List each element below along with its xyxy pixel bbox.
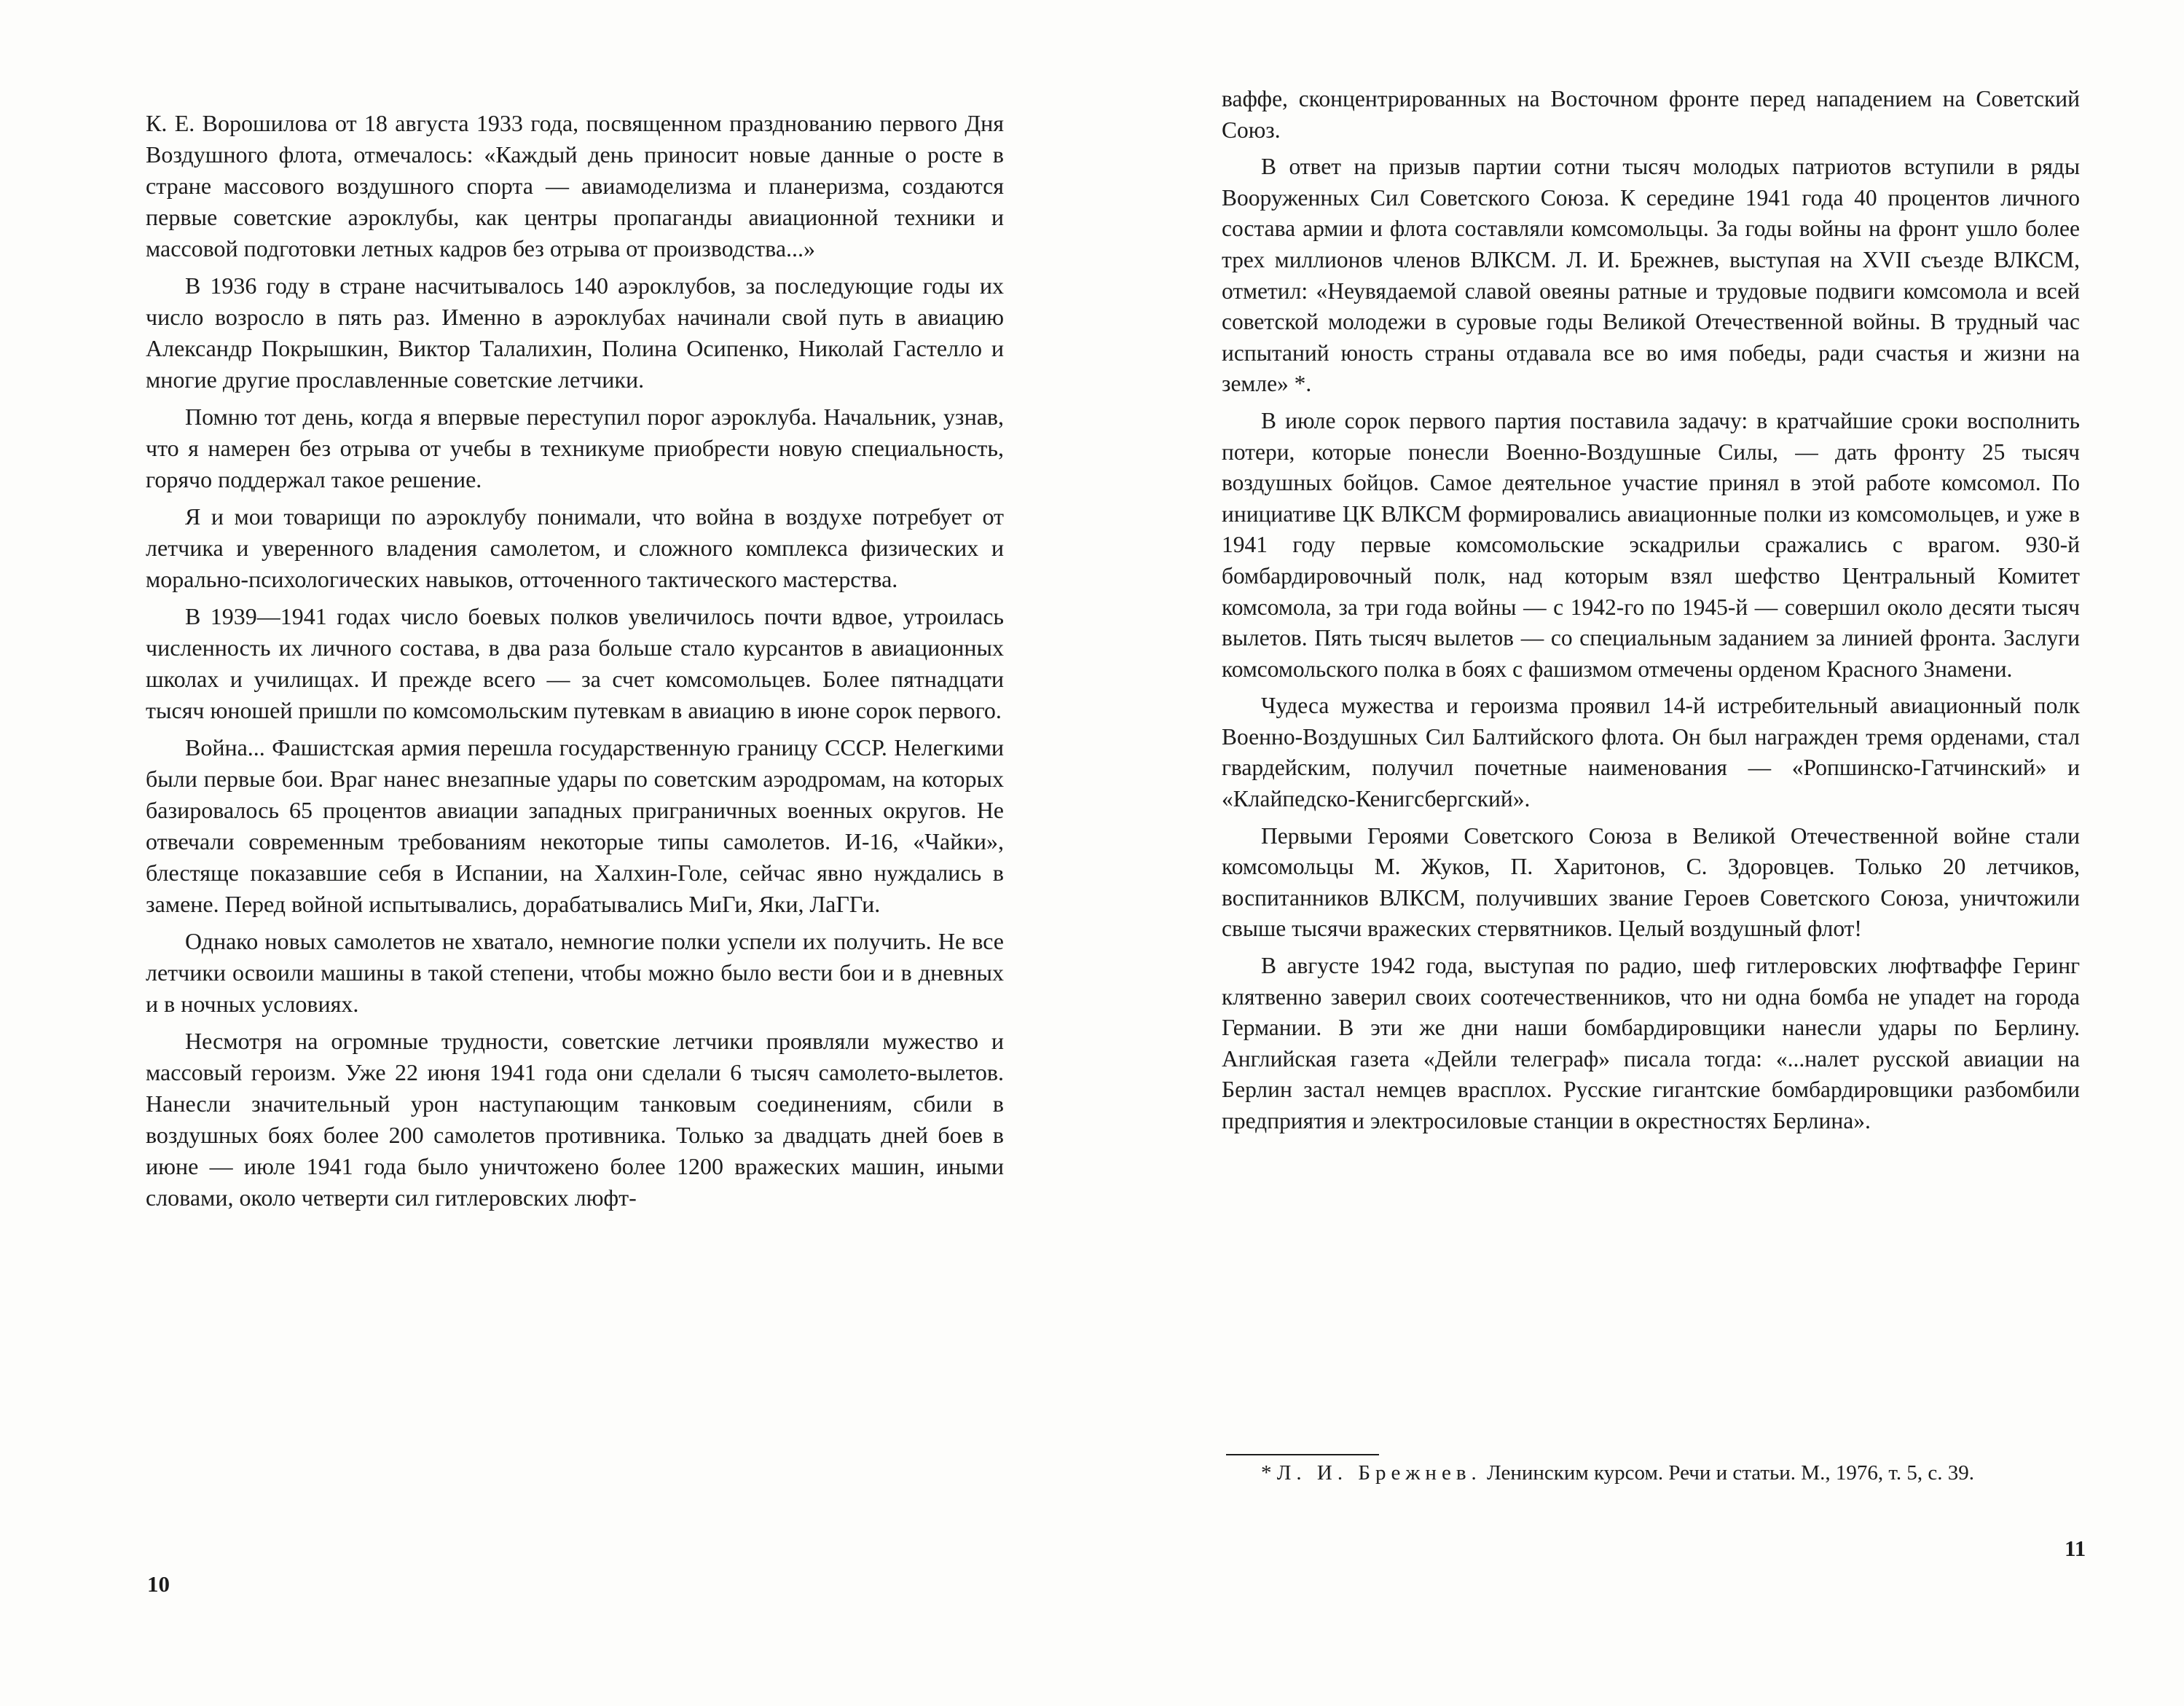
paragraph: Однако новых самолетов не хватало, немногие полки успели их получить. Не все летчики освоили машины в такой степени, чтобы можно было вести бои и в дневных и в ночных условиях.	[146, 928, 1004, 1017]
paragraph: ваффе, сконцентрированных на Восточном фронте перед нападением на Советский Союз.	[1222, 86, 2080, 143]
page-number-right: 11	[2065, 1536, 2086, 1561]
paragraph: Чудеса мужества и героизма проявил 14-й истребительный авиационный полк Военно-Воздушных Сил Балтийского флота. Он был награжден тремя орденами, стал гвардейским, получил почетные наименования — «Ропшинско-Гатчинский» и «Клайпедско-Кенигсбергский».	[1222, 693, 2080, 812]
paragraph: Помню тот день, когда я впервые переступил порог аэроклуба. Начальник, узнав, что я намерен без отрыва от учебы в техникуме приобрести новую специальность, горячо поддержал такое решение.	[146, 404, 1004, 492]
footnote-rule	[1226, 1454, 1379, 1455]
paragraph: В 1939—1941 годах число боевых полков увеличилось почти вдвое, утроилась численность их личного состава, в два раза больше стало курсантов в авиационных школах и училищах. И прежде всего — за счет комсомольцев. Более пятнадцати тысяч юношей пришли по комсомольским путевкам в авиацию в июне сорок первого.	[146, 603, 1004, 723]
paragraph: Первыми Героями Советского Союза в Великой Отечественной войне стали комсомольцы М. Жуков, П. Харитонов, С. Здоровцев. Только 20 летчиков, воспитанников ВЛКСМ, получивших звание Героев Советского Союза, уничтожили свыше тысячи вражеских стервятников. Целый воздушный флот!	[1222, 822, 2080, 942]
left-text-column	[146, 108, 1004, 1214]
paragraph: В ответ на призыв партии сотни тысяч молодых патриотов вступили в ряды Вооруженных Сил Советского Союза. К середине 1941 года 40 процентов личного состава армии и флота составляли комсомольцы. За годы войны на фронт ушло более трех миллионов членов ВЛКСМ. Л. И. Брежнев, выступая на XVII съезде ВЛКСМ, отметил: «Неувядаемой славой овеяны ратные и трудовые подвиги комсомола и всей советской молодежи в суровые годы Великой Отечественной войны. В трудный час испытаний юность страны отдавала все во имя победы, ради счастья и жизни на земле» *.	[1222, 154, 2080, 397]
footnote-text	[1222, 1458, 2080, 1487]
footnote	[1222, 1454, 2080, 1487]
right-page	[1092, 0, 2184, 1706]
footnote-marker: *	[1261, 1461, 1272, 1485]
paragraph: Несмотря на огромные трудности, советские летчики проявляли мужество и массовый героизм. Уже 22 июня 1941 года они сделали 6 тысяч самолето-вылетов. Нанесли значительный урон наступающим танковым соединениям, сбили в воздушных боях более 200 самолетов противника. Только за двадцать дней боев в июне — июле 1941 года было уничтожено более 1200 вражеских машин, иными словами, около четверти сил гитлеровских люфт-	[146, 1028, 1004, 1211]
paragraph: Я и мои товарищи по аэроклубу понимали, что война в воздухе потребует от летчика и уверенного владения самолетом, и сложного комплекса физических и морально-психологических навыков, отточенного тактического мастерства.	[146, 503, 1004, 592]
paragraph: В августе 1942 года, выступая по радио, шеф гитлеровских люфтваффе Геринг клятвенно заверил своих соотечественников, что ни одна бомба не упадет на города Германии. В эти же дни наши бомбардировщики нанесли удары по Берлину. Английская газета «Дейли телеграф» писала тогда: «...налет русской авиации на Берлин застал немцев врасплох. Русские гигантские бомбардировщики разбомбили предприятия и электросиловые станции в окрестностях Берлина».	[1222, 953, 2080, 1133]
paragraph: Война... Фашистская армия перешла государственную границу СССР. Нелегкими были первые бои. Враг нанес внезапные удары по советским аэродромам, на которых базировалось 65 процентов авиации западных приграничных военных округов. Не отвечали современным требованиям некоторые типы самолетов. И-16, «Чайки», блестяще показавшие себя в Испании, на Халхин-Голе, сейчас явно нуждались в замене. Перед войной испытывались, дорабатывались МиГи, Яки, ЛаГГи.	[146, 734, 1004, 917]
footnote-author: Л. И. Брежнев.	[1276, 1461, 1482, 1485]
paragraph: В 1936 году в стране насчитывалось 140 аэроклубов, за последующие годы их число возросло в пять раз. Именно в аэроклубах начинали свой путь в авиацию Александр Покрышкин, Виктор Талалихин, Полина Осипенко, Николай Гастелло и многие другие прославленные советские летчики.	[146, 272, 1004, 393]
paragraph: В июле сорок первого партия поставила задачу: в кратчайшие сроки восполнить потери, которые понесли Военно-Воздушные Силы, — дать фронту 25 тысяч воздушных бойцов. Самое деятельное участие принял в этой работе комсомол. По инициативе ЦК ВЛКСМ формировались авиационные полки из комсомольцев, и уже в 1941 году первые комсомольские эскадрильи сражались с врагом. 930-й бомбардировочный полк, над которым взял шефство Центральный Комитет комсомола, за три года войны — с 1942-го по 1945-й — совершил около десяти тысяч вылетов. Пять тысяч вылетов — со специальным заданием за линией фронта. Заслуги комсомольского полка в боях с фашизмом отмечены орденом Красного Знамени.	[1222, 407, 2080, 682]
page-number-left: 10	[147, 1571, 170, 1597]
footnote-source: Ленинским курсом. Речи и статьи. М., 1976, т. 5, с. 39.	[1487, 1461, 1974, 1485]
paragraph: К. Е. Ворошилова от 18 августа 1933 года, посвященном празднованию первого Дня Воздушного флота, отмечалось: «Каждый день приносит новые данные о росте в стране массового воздушного спорта — авиамоделизма и планеризма, создаются первые советские аэроклубы, как центры пропаганды авиационной техники и массовой подготовки летных кадров без отрыва от производства...»	[146, 110, 1004, 262]
right-text-column	[1222, 84, 2080, 1137]
